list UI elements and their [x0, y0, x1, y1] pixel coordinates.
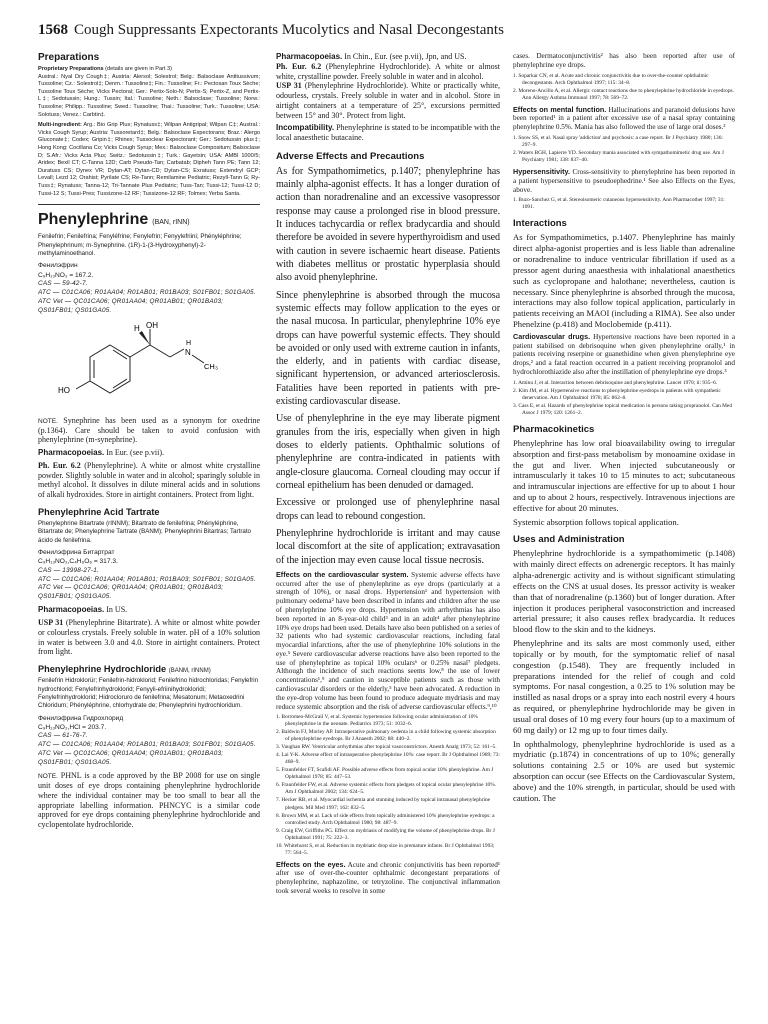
chemical-structure: [38, 321, 260, 407]
acid-tartrate-heading: Phenylephrine Acid Tartrate: [38, 506, 160, 517]
uses-paragraph-2: Phenylephrine and its salts are most commonly used, either topically or by mouth, for the symptomatic relief of nasal congestion (p.1548). They are frequently included in preparations intended for the relief of cough and cold symptoms. For nasal congestion, a 0.25 to 1% solution may be instilled as nasal drops or a spray into each nostril every 4 hours as required, or phenylephrine hydrochloride may be given in usual oral doses of 10 mg every four hours (up to a maximum of 60 mg daily) or 12 mg up to four times daily.: [513, 638, 735, 735]
reference-item: 1. Buzo-Sanchez G, et al. Stereoisomeric cutaneous hypersensitivity. Ann Pharmacother 1997; 31: 1091.: [513, 197, 725, 211]
pharmacopoeias-lead: Pharmacopoeias.: [38, 448, 105, 458]
incompatibility-text: Phenylephrine is stated to be incompatible with the local anaesthetic butacaine.: [276, 123, 500, 142]
usp-text: (Phenylephrine Bitartrate). A white or almost white powder or colourless crystals. Freely soluble in water. pH of a 10% solution in water is between 3.0 and 4.0. Store in airtight containers. Protect from light.: [38, 618, 260, 657]
reference-item: 8. Brown MM, et al. Lack of side effects from topically administered 10% phenylephrine eyedrops: a controlled study. Arch Ophthalmol 1980; 98: 487–9.: [276, 812, 495, 826]
proprietary-list: Austral.: Nyal Dry Cough‡; Austria: Alersol; Solestrol; Belg.: Balsoclase Antitussivum; Tussoline; Cz.: Solestrol‡; Denm.: Tussoline‡; Fin.: Tussoline; Fr.: Pectosan Toux Sèche; Tussoline Toux Sèche; Vicks Pectoral; Ger.: Pertix-Solo-N; Pertix-S; Pertix-Z, and Pertix-L‡; Sedotussin; Hung.: Tussin; Ital.: Tussoline; Neth.: Balsoclase; Tussoline; Norw.: Tussoline; Philipp.: Tussoline; Swed.: Tussoline; Thai.: Tussoline; Turk.: Tussoline; USA: Solotuss; Venez.: Carbtin‡.: [38, 73, 260, 118]
cardiovascular-lead: Effects on the cardiovascular system.: [276, 569, 409, 579]
mental-lead: Effects on mental function.: [513, 104, 607, 114]
uses-paragraph-3: In ophthalmology, phenylephrine hydrochloride is used as a mydriatic (p.1874) in concentrations of up to 10%; generally solutions containing 2.5 or 10% are used but systemic absorption can occur (see Effects on the Cardiovascular System, above) and the 10% strength, in particular, should be used with caution. The: [513, 738, 735, 803]
struct-label-nh: H: [186, 339, 192, 347]
ph-eur-text: (Phenylephrine). A white or almost white crystalline powder. Slightly soluble in water and in alcohol; sparingly soluble in methyl alcohol. It dissolves in dilute mineral acids and in solutions of alkali hydroxides. Store in airtight containers. Protect from light.: [38, 460, 260, 500]
pharmacokinetics-heading: Pharmacokinetics: [513, 423, 595, 435]
mental-references: [513, 135, 735, 164]
uses-heading: Uses and Administration: [513, 534, 625, 546]
reference-item: 7. Hecker RB, et al. Myocardial ischemia and stunning induced by topical intranasal phenylephrine pledgets. Mil Med 1997; 162: 832–5.: [276, 797, 491, 811]
cardiovascular-text: Systemic adverse effects have occurred after the use of phenylephrine as eye drops (particularly at a strength of 10%), or nasal drops. Hypertension¹ and hypertension with pulmonary oedema² have been described in infants and children after the use of phenylephrine 10% eye drops. Hypertension with arrhythmias has also been reported in an 8-year-old child³ and in an adult⁴ after phenylephrine 10% eye drops had been used. Details have also been published on a series of 32 patients who had systemic cardiovascular reactions, including fatal myocardial infarctions, after the use of phenylephrine 10% solutions in the eye.⁵ Severe cardiovascular adverse reactions have also been reported to the use of phenylephrine as topical 10% oculars⁶ or 0.25% nasal⁷ pledgets. Although the incidence of such reactions seems low,⁸ the use of lower concentrations¹,⁹ and caution in susceptible patients such as those with cardiovascular disorders or the elderly,⁵ have been advocated. A reduction in the eye-drop volume has been found to produce adequate mydriasis and may reduce systemic absorption and the risk of adverse cardiovascular effects.⁹,¹⁰: [276, 570, 500, 711]
reference-item: 2. Kim JM, et al. Hypertensive reactions to phenylephrine eyedrops in patients with sympathetic denervation. Am J Ophthalmol 1978; 85: 862–8.: [513, 387, 721, 401]
reference-item: 9. Craig EW, Griffiths PG. Effect on mydriasis of modifying the volume of phenylephrine drops. Br J Ophthalmol 1991; 75: 222–3.: [276, 827, 495, 841]
acid-tartrate-cas: CAS — 13998-27-1.: [38, 566, 99, 574]
incompatibility: [276, 123, 500, 143]
reference-item: 1. Borromeo-McGrail V, et al. Systemic hypertension following ocular administration of 10% phenylephrine in the neonate. Pediatrics 1973; 51: 1032–6.: [276, 714, 478, 728]
ph-eur-lead: Ph. Eur. 6.2: [276, 61, 322, 71]
adverse-paragraph-3: Use of phenylephrine in the eye may liberate pigment granules from the iris, especially when given in high doses to elderly patients. Ophthalmic solutions of phenylephrine are contra-indicated in patients with angle-closure glaucoma. Corneal clouding may occur if corneal epithelium has been denuded or damaged.: [276, 413, 500, 491]
note-lead: NOTE.: [38, 417, 58, 425]
acid-tartrate-atc: ATC — C01CA06; R01AA04; R01AB01; R01BA03; S01FB01; S01GA05.: [38, 575, 256, 583]
cardiovascular-references: [276, 714, 500, 856]
pharmacopoeias-text: In Eur. (see p.vii).: [106, 448, 165, 458]
note-text: Synephrine has been used as a synonym for oxedrine (p.1364). Care should be taken to avoid confusion with phenylephrine (m-synephrine).: [38, 415, 260, 445]
adverse-paragraph-1: As for Sympathomimetics, p.1407; phenylephrine has mainly alpha-agonist effects. It has a longer duration of action than noradrenaline and an excessive vasopressor response may cause a prolonged rise in blood pressure. It induces tachycardia or reflex bradycardia and should therefore be avoided in severe hyperthyroidism and used with caution in severe ischaemic heart disease. Patients with diabetes mellitus or prostatic hyperplasia should also avoid phenylephrine.: [276, 165, 500, 284]
hydrochloride-heading: [38, 664, 260, 674]
struct-label-ch3: CH₃: [204, 361, 218, 371]
section-rule: [38, 204, 260, 205]
running-header: [38, 22, 730, 44]
note-text: PHNL is a code approved by the BP 2008 for use on single unit doses of eye drops containing phenylephrine hydrochloride where the individual container may be too small to bear all the appropriate labelling information. PHNCYC is a similar code approved for eye drops containing phenylephrine hydrochloride and cyclopentolate hydrochloride.: [38, 771, 260, 830]
interactions-heading: Interactions: [513, 218, 567, 230]
adverse-effects-heading: Adverse Effects and Precautions: [276, 150, 425, 162]
reference-item: 1. Soparkar CN, et al. Acute and chronic conjunctivitis due to over-the-counter ophthalmic decongestants. Arch Ophthalmol 1997; 115: 34–8.: [513, 72, 709, 86]
incompatibility-lead: Incompatibility.: [276, 123, 335, 133]
acid-tartrate-synonyms: Phenylephrine Bitartrate (rINNM); Bitartrato de fenilefrina; Phényléphrine, Bitartrate de; Phenylephrine Tartrate (BANM); Phenylephrini Bitartras; Tartrato ácido de fenilefrina.: [38, 519, 251, 544]
proprietary-lead: Proprietary Preparations: [38, 66, 104, 72]
adverse-paragraph-2: Since phenylephrine is absorbed through the mucosa systemic effects may follow application to the eyes or the nasal mucosa. In particular, phenylephrine 10% eye drops can have powerful systemic effects. They should be avoided or only used with extreme caution in infants, the elderly, and in patients with cardiac disease, significant hypertension, or advanced arteriosclerosis. Fatalities have been reported in patients with pre-existing cardiovascular disease.: [276, 289, 500, 408]
hypersensitivity-lead: Hypersensitivity.: [513, 167, 570, 177]
hydrochloride-synonyms: Fenilefrin Hidroklorür; Fenilefrin-hidroklorid; Fenilefrino hidrochloridas; Fenylefrin hydrochlorid; Fenylefrinhydroklorid; Fenyyli-efriinihydrokloridi; Fenylefrinhydroklorid; Hidrocloruro de fenilefrina; Mesatonum; Metaoxedrini Chloridum; Phényléphrine, chlorhydrate de; Phenylephrini hydrochloridum.: [38, 677, 259, 710]
pharmacopoeias: [38, 448, 260, 458]
hydrochloride-names: (BANM, rINNM): [168, 668, 211, 675]
note-phnl: [38, 771, 260, 830]
hypersensitivity-text: Cross-sensitivity to phenylephrine has been reported in a patient hypersensitive to pseudoephedrine.¹ See also Effects on the Eyes, above.: [513, 168, 735, 194]
pharmacopoeias-lead: Pharmacopoeias.: [38, 605, 105, 615]
monograph-names: (BAN, rINN): [152, 219, 190, 227]
mental-text: Hallucinations and paranoid delusions have been reported¹ in a patient after excessive use of a nasal spray containing phenylephrine 0.5%. Mania has also followed the use of large oral doses.²: [513, 105, 735, 132]
hydrochloride-atc-vet: ATC Vet — QC01CA06; QR01AA04; QR01AB01; QR01BA03; QS01FB01; QS01GA05.: [38, 750, 224, 767]
column-3: [513, 52, 735, 1020]
cardiovascular-drugs-text: Hypertensive reactions have been reported in a patient stabilised on debrisoquine when given phenylephrine orally,¹ in patients receiving reserpine or guanethidine when given phenylephrine eye drops,² and a fatal reaction occurred in a patient receiving propranolol and hydrochlorothiazide also after the instillation of phenylephrine eye drops.³: [513, 332, 735, 376]
ph-eur-lead: Ph. Eur. 6.2: [38, 460, 81, 470]
eyes-continued: cases. Dermatoconjunctivitis² has also been reported after use of phenylephrine eye drops.: [513, 52, 735, 69]
hypersensitivity: [513, 168, 735, 194]
preparations-heading: Preparations: [38, 52, 100, 63]
page-number: 1568: [38, 22, 68, 38]
atc-vet-code: ATC Vet — QC01CA06; QR01AA04; QR01AB01; QR01BA03; QS01FB01; QS01GA05.: [38, 297, 224, 314]
pharmacopoeias-text: In US.: [106, 605, 128, 615]
pharmacokinetics-paragraph-2: Systemic absorption follows topical application.: [513, 516, 679, 527]
monograph-heading: [38, 211, 260, 229]
struct-label-oh: OH: [146, 320, 158, 330]
mental-function: [513, 106, 735, 132]
multi-ingredient-list: Arg.: Bio Grip Plus; Rynatuss‡; Wilpan Antigripal; Wilpan C‡; Austral.: Vicks Cough Syrup; Austria: Tussoretard‡; Belg.: Balsoclase Expectorans; Braz.: Alergo Gluconate‡; Codex; Gripin‡; Rhinex; Tussoclear Expectorant; Ger.: Sedotussin plus‡; Hong Kong: Cocillana Co; Vicks Cough Syrup; Mex.: Balsoclase Compositum; Balsoclase D; S.Afr.: Vicks Acta Plus; Switz.: Sedotussin‡; Turk.: Gayetsin; USA: AMBI 1000/5; Aridex; Bexil CT; C-Tanna 12D; Carb Pseudo-Tan; Carbatab; Dipheh Tann PE; Tann 12; Duratuss CS; Dynex VR; Dytan-AT; Dytan-CD; Dytan-CS; Exratuss; Extendryl GCP; Levall; Lezd 12; Orahist; Pyrilate CS; Re-Tann; Remilamine Pediatric; Rezyll-Tann G; Ry-Tuss‡; Rynatuss; Tanna-12; Tri-Tannate Plus Pediatric; Tuss-Tan; Tussi-12; Tussi-12 D; Tussi-12 S; Tussi-Pres; Tussizone-12 RF; Tussizone-12 RF; Tolmex; Yerba Santa.: [38, 122, 260, 197]
monograph-title: Phenylephrine: [38, 211, 149, 229]
reference-item: 6. Fraunfelder FW, et al. Adverse systemic effects from pledgets of topical ocular phenylephrine 10%. Am J Ophthalmol 2002; 134: 624–5.: [276, 782, 497, 796]
pharmacopoeias-text: In Chin., Eur. (see p.vii), Jpn, and US.: [344, 52, 467, 61]
interaction-references: [513, 380, 735, 417]
reference-item: 2. Waters BGH, Lapierre YD. Secondary mania associated with sympathomimetic drug use. Am J Psychiatry 1981; 138: 837–40.: [513, 150, 724, 164]
reference-item: 2. Baldwin FJ, Morley AP. Intraoperative pulmonary oedema in a child following systemic absorption of phenylephrine eyedrops. Br J Anaesth 2002; 88: 440–2.: [276, 729, 496, 743]
usp-lead: USP 31: [38, 618, 64, 628]
cyrillic-name: Фенилэфрин: [38, 262, 78, 270]
usp-text: (Phenylephrine Hydrochloride). White or practically white, odourless, crystals. Freely soluble in water and in alcohol. Store in airtight containers at a temperature of 25°, excursions permitted between 15° and 30°. Protect from light.: [276, 81, 500, 120]
reference-item: 2. Moreno-Ancillo A, et al. Allergic contact reactions due to phenylephrine hydrochloride in eyedrops. Ann Allergy Asthma Immunol 1997; 78: 569–72.: [513, 87, 735, 101]
cardiovascular-effects: [276, 571, 500, 712]
eyes-text: Acute and chronic conjunctivitis has been reported¹ after use of over-the-counter ophthalmic decongestant preparations of phenylephrine, naphazoline, or tetryzoline. The conjunctival inflammation took several weeks to resolve in some: [276, 860, 500, 895]
hypersensitivity-references: [513, 197, 735, 211]
struct-label-ho: HO: [58, 385, 70, 395]
hydrochloride-cas: CAS — 61-76-7.: [38, 732, 88, 740]
cas-number: CAS — 59-42-7.: [38, 279, 88, 287]
struct-label-h: H: [134, 323, 140, 333]
eyes-references: [513, 73, 735, 102]
effects-on-eyes: [276, 861, 500, 896]
multi-ingredient-preparations: [38, 122, 260, 198]
pharmacopoeias-lead: Pharmacopoeias.: [276, 52, 343, 61]
struct-label-n: N: [185, 347, 191, 357]
ph-eur-text: (Phenylephrine Hydrochloride). A white or almost white, crystalline powder. Freely soluble in water and in alcohol.: [276, 61, 500, 81]
note-synephrine: [38, 416, 260, 445]
usp-lead: USP 31: [276, 81, 302, 91]
molecular-formula: C₉H₁₃NO₂ = 167.2.: [38, 271, 94, 279]
ph-eur-description: [38, 461, 260, 500]
acid-tartrate-atc-vet: ATC Vet — QC01CA06; QR01AA04; QR01AB01; QR01BA03; QS01FB01; QS01GA05.: [38, 584, 224, 601]
note-lead: NOTE.: [38, 773, 58, 781]
column-2: [276, 52, 500, 1020]
multi-ingredient-lead: Multi-ingredient:: [38, 122, 82, 129]
synonyms: Fenilefrin; Fenilefrina; Fenyléfrine; Fenylefrin; Fenyylefriini; Phényléphrine; Phenylephrinum; m-Synephrine. (1R)-1-(3-Hydroxyphenyl)-2-methylaminoethanol.: [38, 233, 242, 257]
hydrochloride-cyrillic: Фенилэфрина Гидрохлорид: [38, 714, 124, 722]
reference-item: 1. Aminu J, et al. Interaction between debrisoquine and phenylephrine. Lancet 1970; ii: 935–6.: [513, 379, 718, 386]
hydrochloride-title: Phenylephrine Hydrochloride: [38, 664, 167, 675]
usp-description: [38, 618, 260, 657]
cardiovascular-drugs-lead: Cardiovascular drugs.: [513, 331, 591, 341]
reference-item: 4. Lai Y-K. Adverse effect of intraoperative phenylephrine 10%: case report. Br J Ophthalmol 1989; 73: 468–9.: [276, 752, 500, 766]
proprietary-preparations: [38, 66, 260, 119]
acid-tartrate-cyrillic: Фенилэфрина Битартрат: [38, 549, 115, 557]
uses-paragraph-1: Phenylephrine hydrochloride is a sympathomimetic (p.1408) with mainly direct effects on adrenergic receptors. It has mainly alpha-adrenergic activity and is without significant stimulating effects on the CNS at usual doses. Its pressor activity is weaker than that of noradrenaline (p.1360) but of longer duration. After injection it produces peripheral vasoconstriction and increased arterial pressure; it also causes reflex bradycardia. It reduces blood flow to the skin and to the kidneys.: [513, 548, 735, 635]
proprietary-note: (details are given in Part 3): [105, 66, 173, 72]
acid-tartrate-pharmacopoeias: [38, 605, 260, 615]
reference-item: 5. Fraunfelder FT, Scafidi AF. Possible adverse effects from topical ocular 10% phenylephrine. Am J Ophthalmol 1978; 85: 447–53.: [276, 767, 494, 781]
hydrochloride-atc: ATC — C01CA06; R01AA04; R01AB01; R01BA03; S01FB01; S01GA05.: [38, 741, 256, 749]
reference-item: 3. Vaughan RW. Ventricular arrhythmias after topical vasoconstrictors. Anesth Analg 1973; 52: 161–5.: [276, 744, 497, 751]
pharmacopoeias: [276, 52, 500, 120]
reference-item: 3. Cass E, et al. Hazards of phenylephrine topical medication in persons taking propranolol. Can Med Assoc J 1979; 120: 1261–2.: [513, 402, 733, 416]
cardiovascular-drugs: [513, 333, 735, 377]
chapter-title: Cough Suppressants Expectorants Mucolytics and Nasal Decongestants: [74, 22, 504, 38]
reference-item: 1. Snow SS, et al. Nasal spray 'addiction' and psychosis: a case report. Br J Psychiatry 1980; 136: 297–9.: [513, 134, 723, 148]
eyes-lead: Effects on the eyes.: [276, 859, 346, 869]
reference-item: 10. Whitehurst S, et al. Reduction in mydriatic drop size in premature infants. Br J Ophthalmol 1993; 77: 564–5.: [276, 842, 495, 856]
adverse-paragraph-4: Excessive or prolonged use of phenylephrine nasal drops can lead to rebound congestion.: [276, 497, 500, 522]
hydrochloride-formula: C₉H₁₃NO₂,HCl = 203.7.: [38, 724, 107, 732]
column-1: [38, 52, 260, 1020]
adverse-paragraph-5: Phenylephrine hydrochloride is irritant and may cause local discomfort at the site of application; extravasation of the injection may even cause local tissue necrosis.: [276, 527, 500, 566]
acid-tartrate-formula: C₉H₁₃NO₂,C₄H₆O₆ = 317.3.: [38, 558, 118, 566]
interactions-paragraph: As for Sympathomimetics, p.1407. Phenylephrine has mainly direct alpha-agonist properties and is less liable than adrenaline or noradrenaline to induce ventricular fibrillation if used as a pressor agent during anaesthesia with inhalational anaesthetics such as cyclopropane and halothane; nevertheless, caution is necessary. Since phenylephrine is absorbed through the mucosa, interactions may also follow topical application, particularly in patients receiving an MAOI (including a RIMA). See also under Phenelzine (p.418) and Moclobemide (p.411).: [513, 232, 735, 330]
atc-code: ATC — C01CA06; R01AA04; R01AB01; R01BA03; S01FB01; S01GA05.: [38, 288, 256, 296]
pharmacokinetics-paragraph-1: Phenylephrine has low oral bioavailability owing to irregular absorption and first-pass metabolism by monoamine oxidase in the gut and liver. When injected subcutaneously or intramuscularly it takes 10 to 15 minutes to act; subcutaneous and intramuscular injections are effective for up to about 1 hour and up to about 2 hours, respectively. Intravenous injections are effective for about 20 minutes.: [513, 437, 735, 513]
